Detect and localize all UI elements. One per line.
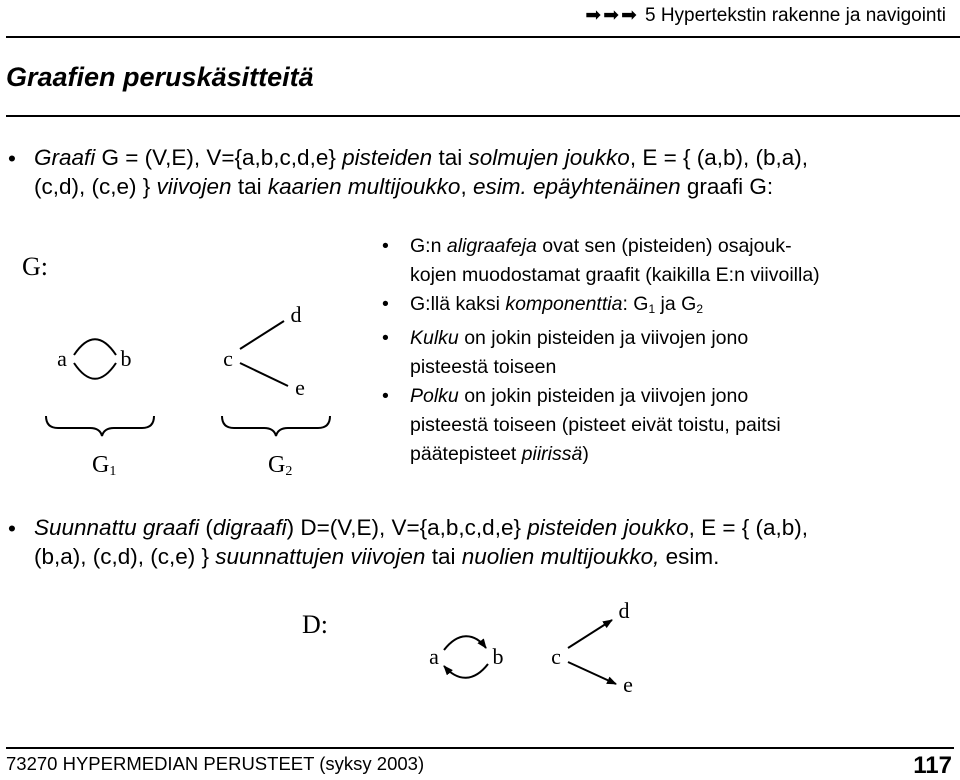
italic-term: viivojen (156, 174, 232, 199)
arc-ba (444, 664, 488, 678)
text-run: on jokin pisteiden ja viivojen jono (458, 327, 749, 349)
arrow-icons: ➡➡➡ (585, 5, 639, 26)
bullet2-text (34, 513, 808, 571)
italic-term: komponenttia (505, 293, 623, 315)
subscript: 2 (696, 302, 704, 316)
text-run: ja G (655, 293, 697, 315)
title-divider (6, 115, 960, 117)
brace-g2 (222, 416, 330, 436)
text-run: G:n (410, 235, 447, 257)
text-run: ovat sen (pisteiden) osajouk- (536, 235, 792, 257)
footer-divider (6, 747, 954, 749)
node-a: a (57, 346, 67, 371)
text-run: (b,a), (c,d), (c,e) } (34, 544, 216, 569)
brace-g1 (46, 416, 154, 436)
g1-label: G1 (92, 452, 117, 479)
text-run: ) D=(V,E), V={a,b,c,d,e} (286, 515, 528, 540)
subbullet-line (410, 440, 952, 469)
subbullet-item (382, 232, 952, 290)
bullet1-line1 (34, 143, 808, 172)
slide-header (585, 4, 946, 27)
section-title: 5 Hypertekstin rakenne ja navigointi (644, 5, 946, 26)
italic-term: aligraafeja (446, 235, 537, 257)
text-run: G = (V,E), V={a,b,c,d,e} (95, 145, 343, 170)
subbullet-dot: • (382, 327, 389, 349)
bullet1-line2 (34, 172, 808, 201)
bullet2-line1 (34, 513, 808, 542)
subbullet-list (382, 232, 952, 469)
node-c: c (223, 346, 233, 371)
text-run: , (460, 174, 473, 199)
bullet1-text (34, 143, 808, 201)
text-run: , E = { (a,b), (b,a), (629, 145, 809, 170)
subbullet-line (410, 232, 952, 261)
edge-cd (240, 321, 284, 349)
italic-term: pisteiden (342, 145, 433, 170)
header-divider (6, 36, 960, 38)
graph-g-diagram (0, 230, 370, 490)
node-a: a (429, 644, 439, 669)
edge-ce (240, 363, 288, 386)
arc-ab (444, 636, 486, 650)
text-run: ) (582, 443, 589, 465)
text-run: G:llä kaksi (410, 293, 506, 315)
text-run: tai (425, 544, 462, 569)
node-d: d (290, 302, 302, 327)
text-run: pisteestä toiseen (pisteet eivät toistu, paitsi (410, 414, 781, 436)
italic-term: suunnattujen viivojen (215, 544, 426, 569)
italic-term: Suunnattu graafi (34, 515, 200, 540)
text-run: esim. (659, 544, 720, 569)
arc-cd (568, 620, 612, 648)
node-b: b (120, 346, 132, 371)
italic-term: Polku (410, 385, 459, 407)
text-run: pisteestä toiseen (410, 356, 557, 378)
bullet2-line2 (34, 542, 808, 571)
subbullet-item (382, 382, 952, 469)
subbullet-dot: • (382, 235, 389, 257)
node-d: d (618, 598, 630, 623)
edge-ba (74, 363, 116, 379)
page-number: 117 (913, 752, 952, 779)
subbullet-line (410, 261, 952, 290)
subscript: 1 (648, 302, 656, 316)
node-e: e (295, 375, 305, 400)
italic-term: piirissä (521, 443, 583, 465)
arc-ce (568, 662, 616, 684)
italic-term: kaarien multijoukko (267, 174, 461, 199)
edge-ab (74, 339, 116, 355)
subbullet-item (382, 324, 952, 382)
text-run: kojen muodostamat graafit (kaikilla E:n viivoilla) (410, 264, 820, 286)
subbullet-dot: • (382, 293, 389, 315)
italic-term: solmujen joukko (468, 145, 630, 170)
bullet-dot: • (8, 146, 16, 171)
subbullet-dot: • (382, 385, 389, 407)
subbullet-line (410, 324, 952, 353)
graph-d-label: D: (302, 610, 328, 639)
italic-term: pisteiden joukko (527, 515, 689, 540)
subbullet-line (410, 382, 952, 411)
text-run: on jokin pisteiden ja viivojen jono (458, 385, 749, 407)
slide-title: Graafien peruskäsitteitä (6, 62, 314, 92)
text-run: tai (231, 174, 268, 199)
italic-term: digraafi (212, 515, 287, 540)
italic-term: nuolien multijoukko, (461, 544, 660, 569)
text-run: : G (622, 293, 649, 315)
text-run: ( (199, 515, 213, 540)
footer-course: 73270 HYPERMEDIAN PERUSTEET (syksy 2003) (6, 753, 425, 774)
subbullet-line (410, 290, 952, 324)
text-run: tai (432, 145, 469, 170)
text-run: päätepisteet (410, 443, 522, 465)
node-c: c (551, 644, 561, 669)
bullet-dot: • (8, 516, 16, 541)
italic-term: Graafi (34, 145, 96, 170)
subbullet-line (410, 353, 952, 382)
graph-g-label: G: (22, 252, 48, 281)
g2-label: G2 (268, 452, 293, 479)
text-run: , E = { (a,b), (688, 515, 809, 540)
node-e: e (623, 672, 633, 697)
italic-term: epäyhtenäinen (533, 174, 681, 199)
subbullet-line (410, 411, 952, 440)
italic-term: Kulku (410, 327, 459, 349)
italic-term: esim. (472, 174, 527, 199)
node-b: b (492, 644, 504, 669)
subbullet-item (382, 290, 952, 324)
graph-d-diagram (380, 590, 660, 700)
text-run: graafi G: (680, 174, 774, 199)
text-run: (c,d), (c,e) } (34, 174, 157, 199)
